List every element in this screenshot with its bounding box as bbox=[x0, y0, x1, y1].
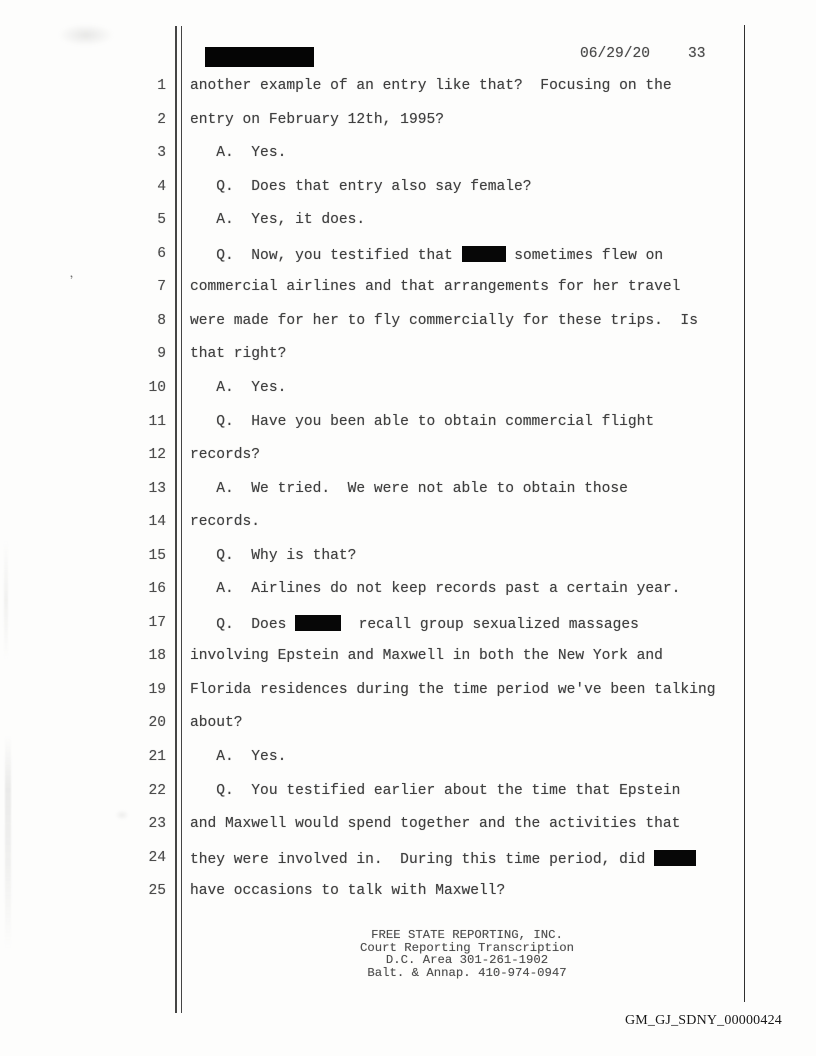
redaction-box bbox=[295, 615, 341, 631]
transcript-line bbox=[0, 850, 816, 872]
bates-number: GM_GJ_SDNY_00000424 bbox=[624, 1013, 782, 1028]
line-text-segment: Florida residences during the time period we've been talking bbox=[190, 681, 716, 698]
line-number: 22 bbox=[148, 782, 166, 799]
redaction-box bbox=[462, 246, 506, 262]
line-text bbox=[190, 581, 680, 597]
transcript-line bbox=[0, 715, 816, 737]
transcript-line bbox=[0, 447, 816, 469]
line-number: 15 bbox=[148, 547, 166, 564]
line-text bbox=[190, 850, 696, 868]
reporter-company: FREE STATE REPORTING, INC. bbox=[371, 928, 563, 942]
reporter-footer bbox=[190, 929, 744, 979]
line-number: 23 bbox=[148, 816, 166, 833]
line-number: 19 bbox=[148, 681, 166, 698]
line-number: 2 bbox=[157, 111, 166, 128]
line-text-segment: A. We tried. We were not able to obtain those bbox=[190, 480, 628, 497]
line-text bbox=[190, 212, 365, 228]
line-number: 21 bbox=[148, 749, 166, 765]
line-text-segment: recall group sexualized massages bbox=[341, 616, 639, 633]
transcript-line bbox=[0, 883, 816, 905]
transcript-line bbox=[0, 783, 816, 805]
transcript-line bbox=[0, 749, 816, 771]
line-number: 7 bbox=[157, 279, 166, 296]
line-text bbox=[190, 749, 286, 765]
transcript-line bbox=[0, 212, 816, 234]
line-text-segment: A. Yes. bbox=[190, 145, 287, 162]
transcript-line bbox=[0, 78, 816, 100]
transcript-line bbox=[0, 279, 816, 301]
line-text bbox=[190, 883, 505, 899]
line-number: 16 bbox=[148, 581, 166, 598]
transcript-line bbox=[0, 112, 816, 134]
line-number: 11 bbox=[148, 413, 166, 430]
line-text-segment: about? bbox=[190, 715, 243, 732]
line-text-segment: were made for her to fly commercially for these trips. Is bbox=[190, 312, 698, 329]
transcript-line bbox=[0, 548, 816, 570]
line-text-segment: A. Yes. bbox=[190, 379, 287, 396]
header-redaction-bar bbox=[205, 47, 314, 67]
line-text bbox=[190, 112, 444, 128]
line-text-segment: another example of an entry like that? Focusing on the bbox=[190, 78, 672, 94]
line-text-segment: Q. Now, you testified that bbox=[190, 247, 462, 264]
line-number: 3 bbox=[157, 145, 166, 162]
reporter-phone-balt: Balt. & Annap. 410-974-0947 bbox=[367, 965, 567, 980]
transcript-line bbox=[0, 615, 816, 637]
line-number: 13 bbox=[148, 480, 166, 497]
line-number: 9 bbox=[157, 346, 166, 363]
line-text bbox=[190, 648, 663, 664]
line-number: 10 bbox=[148, 379, 166, 396]
line-text bbox=[190, 615, 639, 633]
line-text-segment: they were involved in. During this time period, did bbox=[190, 851, 655, 868]
transcript-line bbox=[0, 481, 816, 503]
line-text-segment: entry on February 12th, 1995? bbox=[190, 111, 444, 128]
line-text-segment: Q. Have you been able to obtain commercial flight bbox=[190, 413, 655, 430]
line-text bbox=[190, 346, 286, 362]
transcript-line bbox=[0, 648, 816, 670]
scan-tick-mark: ’ bbox=[68, 271, 76, 288]
line-text bbox=[190, 783, 680, 799]
redaction-box bbox=[654, 850, 696, 866]
line-number: 12 bbox=[148, 447, 166, 464]
reporter-phone-dc: D.C. Area 301-261-1902 bbox=[385, 953, 549, 968]
reporter-services: Court Reporting Transcription bbox=[359, 940, 574, 955]
line-text-segment: commercial airlines and that arrangements for her travel bbox=[190, 279, 681, 296]
line-text bbox=[190, 548, 356, 564]
line-text-segment: that right? bbox=[190, 346, 287, 363]
line-number: 25 bbox=[148, 883, 166, 900]
line-text bbox=[190, 246, 663, 264]
line-number: 5 bbox=[157, 212, 166, 229]
transcript-line bbox=[0, 682, 816, 704]
line-number: 14 bbox=[148, 514, 166, 531]
line-text bbox=[190, 179, 532, 195]
transcript-line bbox=[0, 246, 816, 268]
line-text-segment: records? bbox=[190, 447, 261, 464]
line-text bbox=[190, 78, 672, 94]
transcript-line bbox=[0, 346, 816, 368]
line-text bbox=[190, 682, 715, 698]
line-number: 17 bbox=[148, 614, 166, 631]
line-text bbox=[190, 715, 243, 731]
line-text-segment: Q. Does that entry also say female? bbox=[190, 178, 532, 195]
header-date: 06/29/20 bbox=[580, 46, 651, 62]
line-text bbox=[190, 313, 698, 329]
scan-smudge bbox=[58, 24, 114, 46]
line-number: 6 bbox=[157, 245, 166, 262]
line-text-segment: sometimes flew on bbox=[505, 247, 664, 264]
line-text bbox=[190, 481, 628, 497]
line-number: 4 bbox=[157, 178, 166, 195]
transcript-line bbox=[0, 816, 816, 838]
transcript-line bbox=[0, 514, 816, 536]
line-text bbox=[190, 816, 680, 832]
line-number: 18 bbox=[148, 648, 166, 665]
transcript-line bbox=[0, 380, 816, 402]
line-text-segment: and Maxwell would spend together and the activities that bbox=[190, 816, 681, 833]
line-number: 24 bbox=[148, 849, 166, 866]
line-text bbox=[190, 380, 286, 396]
line-text bbox=[190, 145, 286, 161]
line-text bbox=[190, 514, 260, 530]
transcript-line bbox=[0, 414, 816, 436]
line-text-segment: Q. Why is that? bbox=[190, 547, 357, 564]
header-page-number: 33 bbox=[688, 46, 706, 62]
line-text bbox=[190, 414, 654, 430]
line-number: 8 bbox=[157, 312, 166, 329]
line-number: 1 bbox=[157, 78, 166, 94]
line-text-segment: have occasions to talk with Maxwell? bbox=[190, 883, 506, 900]
transcript-line bbox=[0, 313, 816, 335]
line-text-segment: A. Yes, it does. bbox=[190, 212, 366, 229]
transcript-line bbox=[0, 145, 816, 167]
line-text bbox=[190, 279, 680, 295]
line-text-segment: Q. Does bbox=[190, 616, 296, 633]
line-text-segment: A. Airlines do not keep records past a certain year. bbox=[190, 581, 681, 598]
line-text-segment: involving Epstein and Maxwell in both the New York and bbox=[190, 648, 663, 665]
transcript-line bbox=[0, 179, 816, 201]
line-text-segment: A. Yes. bbox=[190, 749, 287, 765]
line-text-segment: records. bbox=[190, 514, 261, 531]
line-number: 20 bbox=[148, 715, 166, 732]
transcript-line bbox=[0, 581, 816, 603]
line-text-segment: Q. You testified earlier about the time that Epstein bbox=[190, 782, 681, 799]
line-text bbox=[190, 447, 260, 463]
